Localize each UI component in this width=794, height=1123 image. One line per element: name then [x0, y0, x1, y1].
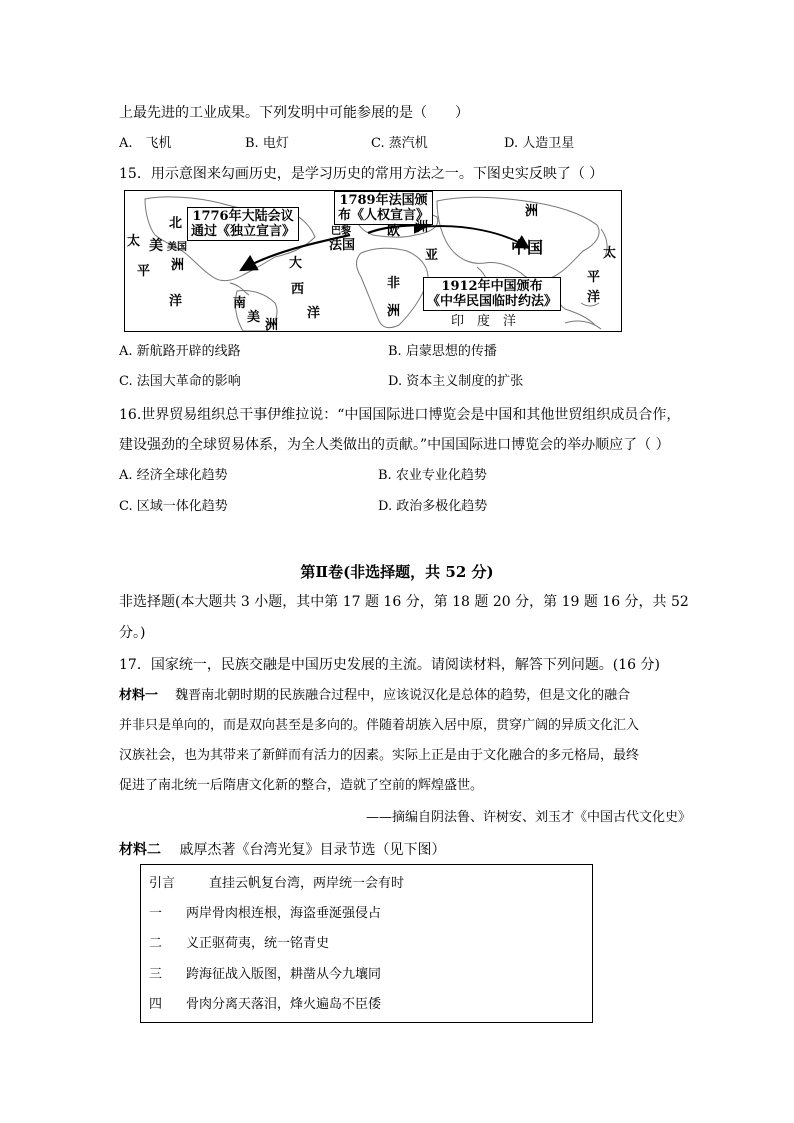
- map-label-bali: 巴黎: [331, 226, 351, 237]
- map-label-mei: 美: [149, 238, 163, 254]
- q14-option-c[interactable]: C. 蒸汽机: [371, 136, 428, 151]
- part2-intro-line2: 分。): [119, 625, 146, 641]
- event-box-1912: 1912年中国颁布 《中华民国临时约法》: [423, 277, 561, 311]
- event-box-1789: 1789年法国颁 布《人权宣言》: [334, 191, 433, 225]
- map-label-zhou2: 洲: [265, 318, 279, 332]
- map-label-zhou: 洲: [171, 258, 185, 273]
- part2-title: 第Ⅱ卷(非选择题，共 52 分): [300, 563, 494, 581]
- map-label-mei2: 美: [247, 310, 261, 325]
- q17-material1-line1: 材料一 魏晋南北朝时期的民族融合过程中，应该说汉化是总体的趋势，但是文化的融合: [119, 688, 631, 703]
- q16-option-b[interactable]: B. 农业专业化趋势: [378, 468, 487, 483]
- q17-material1-source: ——摘编自阴法鲁、许树安、刘玉才《中国古代文化史》: [366, 810, 692, 825]
- q16-stem-line2: 建设强劲的全球贸易体系，为全人类做出的贡献。”中国国际进口博览会的举办顺应了（ ）: [119, 437, 670, 453]
- map-label-nan: 南: [233, 296, 247, 311]
- map-label-yindu: 印 度 洋: [451, 314, 517, 329]
- map-label-zhou3: 洲: [415, 220, 429, 235]
- map-label-zhongguo: 中国: [511, 238, 544, 257]
- q17-material2-line: 材料二 戚厚杰著《台湾光复》目录节选（见下图）: [119, 842, 446, 858]
- toc-row: 引言 直挂云帆复台湾，两岸统一会有时: [149, 876, 405, 891]
- map-label-fei: 非: [387, 276, 401, 291]
- q14-option-a[interactable]: A. 飞机: [119, 136, 172, 151]
- event-box-1776: 1776年大陆会议 通过《独立宣言》: [187, 207, 299, 241]
- q17-material1-line4: 促进了南北统一后隋唐文化新的整合，造就了空前的辉煌盛世。: [119, 778, 484, 793]
- part2-intro-line1: 非选择题(本大题共 3 小题，其中第 17 题 16 分，第 18 题 20 分，第 19 题 16 分，共 52: [119, 594, 689, 610]
- map-label-yang3: 洋: [587, 290, 601, 305]
- map-label-ping2: 平: [587, 270, 601, 285]
- q17-material1-line2: 并非只是单向的，而是双向甚至是多向的。伴随着胡族入居中原，贯穿广阔的异质文化汇入: [119, 718, 640, 733]
- map-label-tai2: 太: [603, 246, 617, 261]
- map-label-ya: 亚: [425, 248, 439, 263]
- q15-option-b[interactable]: B. 启蒙思想的传播: [388, 344, 497, 359]
- material1-label: 材料一: [119, 688, 159, 703]
- map-label-faguo: 法国: [329, 238, 356, 253]
- map-label-meiguo: 美国: [167, 242, 187, 253]
- q16-option-d[interactable]: D. 政治多极化趋势: [378, 499, 488, 514]
- q15-stem: 15．用示意图来勾画历史，是学习历史的常用方法之一。下图史实反映了（ ）: [119, 166, 604, 182]
- q16-option-c[interactable]: C. 区域一体化趋势: [119, 499, 228, 514]
- q17-material1-line3: 汉族社会，也为其带来了新鲜而有活力的因素。实际上正是由于文化融合的多元格局，最终: [119, 748, 640, 763]
- toc-excerpt-box: [140, 864, 593, 1023]
- q17-stem: 17．国家统一，民族交融是中国历史发展的主流。请阅读材料，解答下列问题。(16 分): [119, 657, 661, 673]
- map-label-ou: 欧: [387, 224, 401, 239]
- q14-option-d[interactable]: D. 人造卫星: [504, 136, 575, 151]
- toc-row: 三 跨海征战入版图，耕凿从今九壤同: [149, 967, 382, 982]
- map-label-bei: 北: [169, 216, 183, 231]
- toc-row: 二 义正驱荷夷，统一铭青史: [149, 936, 330, 951]
- q15-option-a[interactable]: A. 新航路开辟的线路: [119, 344, 241, 359]
- q14-option-b[interactable]: B. 电灯: [245, 136, 289, 151]
- history-map-figure: [124, 190, 622, 332]
- map-label-zhou5: 洲: [525, 204, 539, 219]
- map-label-xi: 西: [291, 282, 305, 297]
- q15-option-d[interactable]: D. 资本主义制度的扩张: [388, 374, 524, 389]
- map-label-tai: 太: [127, 234, 141, 249]
- toc-row: 四 骨肉分离天落泪，烽火遍岛不臣倭: [149, 997, 382, 1012]
- map-label-zhou4: 洲: [387, 304, 401, 319]
- material2-label: 材料二: [119, 842, 161, 858]
- toc-row: 一 两岸骨肉根连根，海盗垂涎强侵占: [149, 906, 382, 921]
- q16-option-a[interactable]: A. 经济全球化趋势: [119, 468, 228, 483]
- q16-stem-line1: 16.世界贸易组织总干事伊维拉说：“中国国际进口博览会是中国和其他世贸组织成员合作，: [119, 407, 681, 423]
- map-label-ping: 平: [137, 264, 151, 279]
- map-label-da: 大: [289, 256, 303, 271]
- map-label-yang: 洋: [169, 294, 183, 309]
- map-label-yang2: 洋: [307, 306, 321, 321]
- q14-stem-cont: 上最先进的工业成果。下列发明中可能参展的是（ ）: [119, 105, 469, 121]
- q15-option-c[interactable]: C. 法国大革命的影响: [119, 374, 241, 389]
